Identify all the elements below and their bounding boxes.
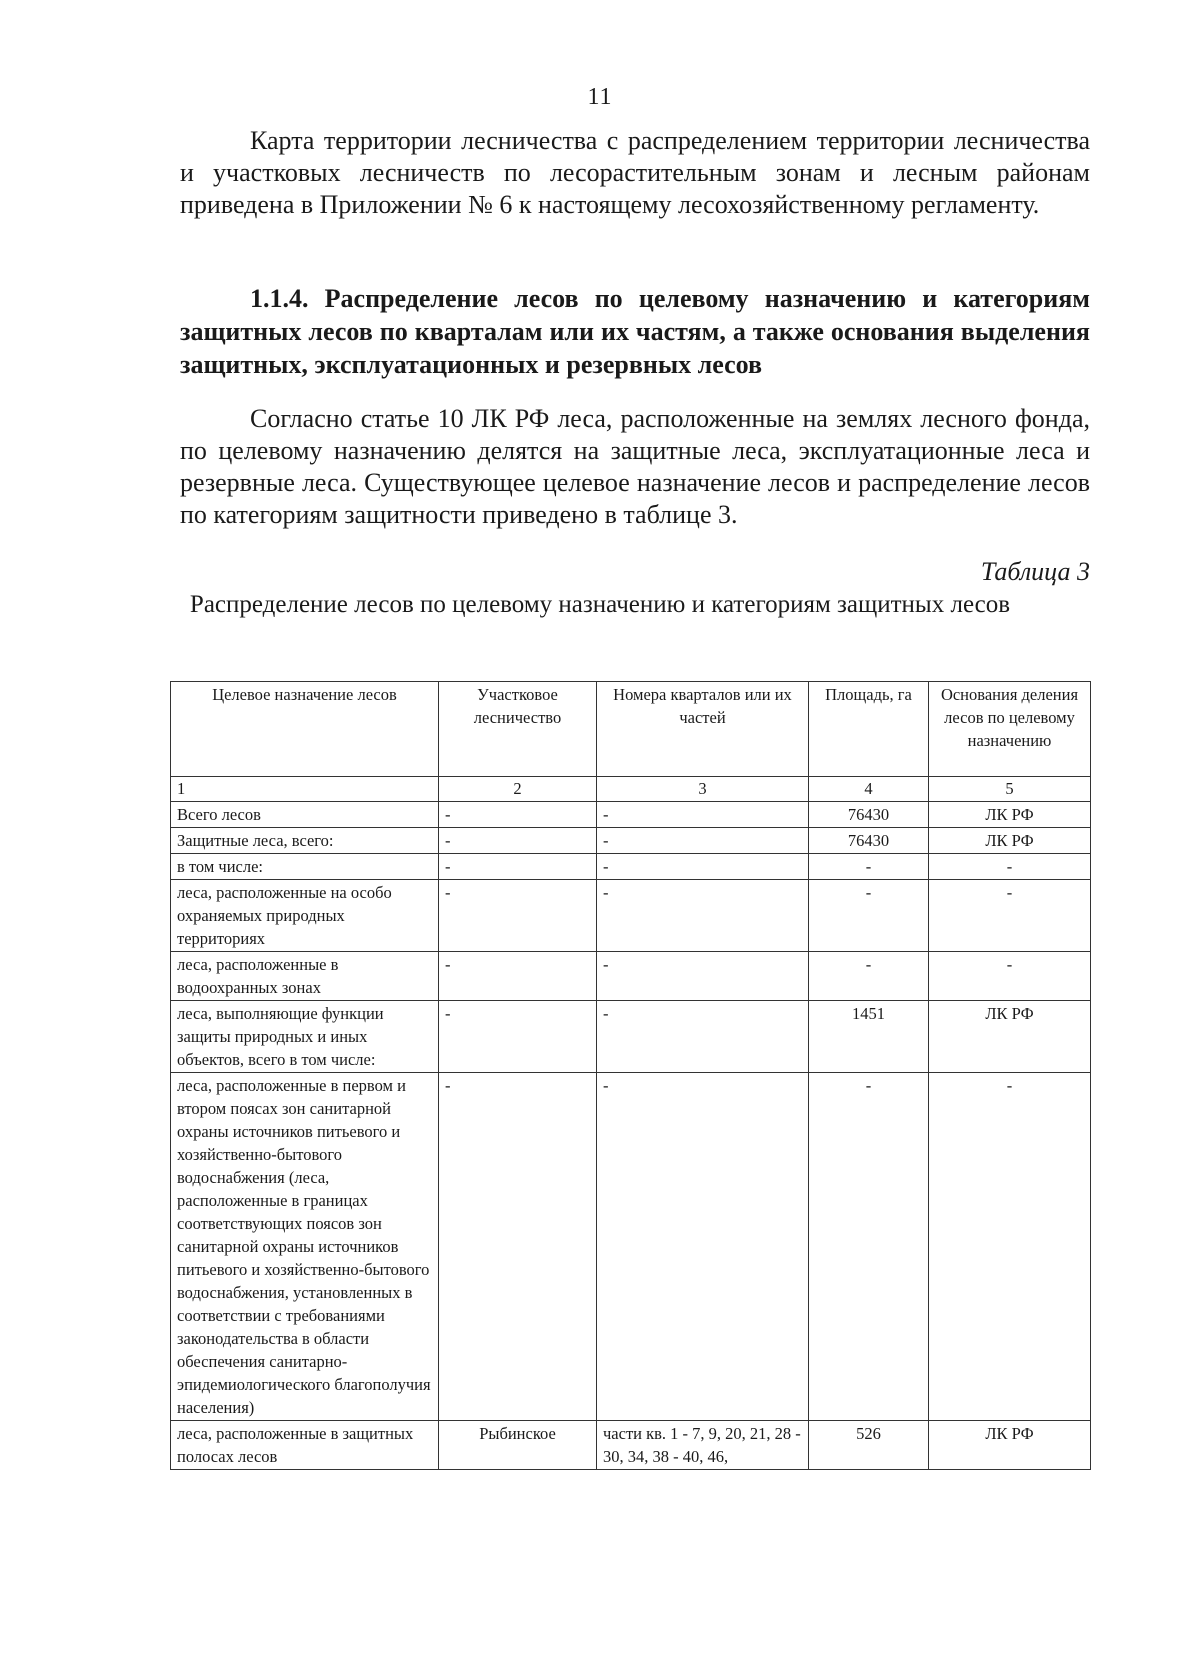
column-number: 4: [809, 777, 929, 802]
table-cell: леса, выполняющие функции защиты природных и иных объектов, всего в том числе:: [171, 1001, 439, 1073]
table-cell: ЛК РФ: [929, 1421, 1091, 1470]
table-cell: 526: [809, 1421, 929, 1470]
column-number: 1: [171, 777, 439, 802]
intro-paragraph: Карта территории лесничества с распределением территории лесничества и участковых лесничеств по лесорастительным зонам и лесным районам приведена в Приложении № 6 к настоящему лесохозяйственному регламенту.: [180, 126, 1090, 219]
table-cell: ЛК РФ: [929, 1001, 1091, 1073]
column-number-row: [171, 777, 1091, 802]
table-row: [171, 1421, 1091, 1470]
table-cell: -: [809, 952, 929, 1001]
column-number: 3: [597, 777, 809, 802]
table-row: [171, 1001, 1091, 1073]
table-cell: Рыбинское: [439, 1421, 597, 1470]
table-cell: -: [439, 952, 597, 1001]
table-label: Таблица 3: [980, 557, 1090, 586]
section-heading: 1.1.4. Распределение лесов по целевому назначению и категориям защитных лесов по кварталам или их частям, а также основания выделения защитных, эксплуатационных и резервных лесов: [180, 284, 1090, 379]
header-cell: Площадь, га: [809, 682, 929, 777]
table-cell: -: [597, 1001, 809, 1073]
table-cell: -: [597, 802, 809, 828]
table-row: [171, 1073, 1091, 1421]
column-number: 5: [929, 777, 1091, 802]
article-paragraph: Согласно статье 10 ЛК РФ леса, расположенные на землях лесного фонда, по целевому назначению делятся на защитные леса, эксплуатационные леса и резервные леса. Существующее целевое назначение лесов и распределение лесов по категориям защитности приведено в таблице 3.: [180, 404, 1090, 529]
header-cell: Номера кварталов или их частей: [597, 682, 809, 777]
table-cell: -: [597, 828, 809, 854]
table-cell: 1451: [809, 1001, 929, 1073]
table-row: [171, 952, 1091, 1001]
table-cell: -: [597, 952, 809, 1001]
table-cell: части кв. 1 - 7, 9, 20, 21, 28 - 30, 34, 38 - 40, 46,: [597, 1421, 809, 1470]
forest-distribution-table: [170, 681, 1091, 1470]
table-cell: Защитные леса, всего:: [171, 828, 439, 854]
header-cell: Основания деления лесов по целевому назначению: [929, 682, 1091, 777]
table-cell: леса, расположенные на особо охраняемых природных территориях: [171, 880, 439, 952]
table-cell: -: [597, 880, 809, 952]
table-row: [171, 802, 1091, 828]
table-cell: в том числе:: [171, 854, 439, 880]
table-cell: -: [439, 880, 597, 952]
page-number: 11: [587, 84, 613, 110]
table-cell: -: [809, 854, 929, 880]
table-cell: -: [439, 1073, 597, 1421]
table-cell: -: [929, 854, 1091, 880]
header-cell: Целевое назначение лесов: [171, 682, 439, 777]
table-cell: 76430: [809, 828, 929, 854]
table-cell: ЛК РФ: [929, 828, 1091, 854]
table-cell: Всего лесов: [171, 802, 439, 828]
table-cell: леса, расположенные в первом и втором поясах зон санитарной охраны источников питьевого и хозяйственно-бытового водоснабжения (леса, расположенные в границах соответствующих поясов зон санитарной охраны источников питьевого и хозяйственно-бытового водоснабжения, установленных в соответствии с требованиями законодательства в области обеспечения санитарно-эпидемиологического благополучия населения): [171, 1073, 439, 1421]
table-cell: -: [597, 1073, 809, 1421]
table-cell: -: [809, 1073, 929, 1421]
header-cell: Участковое лесничество: [439, 682, 597, 777]
table-cell: ЛК РФ: [929, 802, 1091, 828]
table-cell: -: [439, 1001, 597, 1073]
table-cell: -: [929, 1073, 1091, 1421]
table-cell: леса, расположенные в защитных полосах лесов: [171, 1421, 439, 1470]
table-row: [171, 880, 1091, 952]
table-cell: 76430: [809, 802, 929, 828]
table-cell: -: [439, 802, 597, 828]
column-number: 2: [439, 777, 597, 802]
table-cell: -: [439, 854, 597, 880]
table-row: [171, 854, 1091, 880]
table-cell: -: [597, 854, 809, 880]
table-cell: -: [439, 828, 597, 854]
table-cell: -: [809, 880, 929, 952]
table-cell: -: [929, 880, 1091, 952]
table-cell: -: [929, 952, 1091, 1001]
table-row: [171, 828, 1091, 854]
table-title: Распределение лесов по целевому назначению и категориям защитных лесов: [189, 591, 1011, 618]
table-header-row: [171, 682, 1091, 777]
table-cell: леса, расположенные в водоохранных зонах: [171, 952, 439, 1001]
